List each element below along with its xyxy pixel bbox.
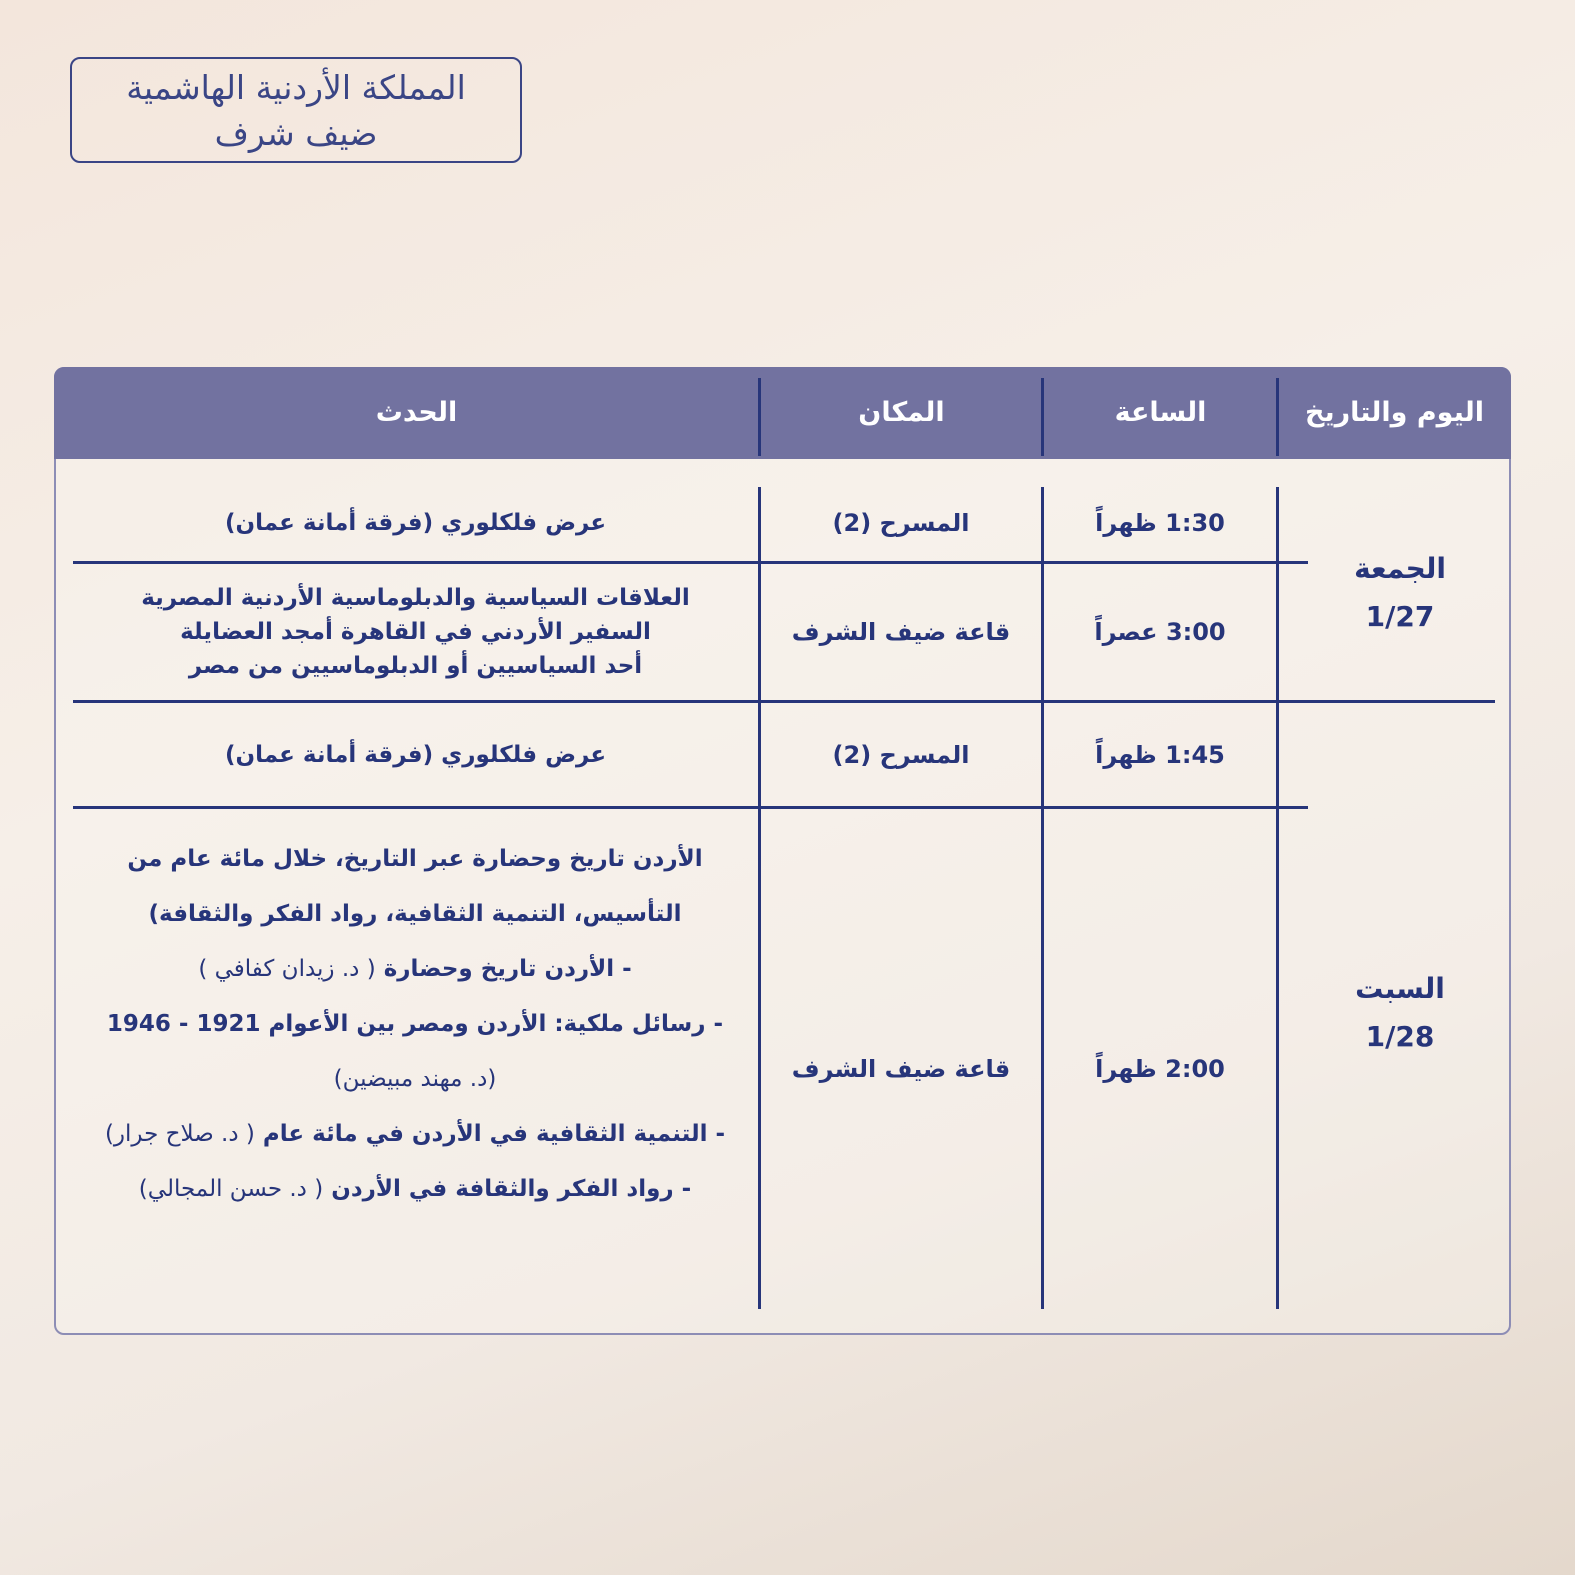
talk-title: - الأردن تاريخ وحضارة [383,956,632,982]
talk [105,1107,725,1162]
header-divider [1041,378,1044,456]
talk [139,1162,691,1217]
country-name: المملكة الأردنية الهاشمية [126,68,466,107]
guest-of-honor-label: ضيف شرف [214,114,378,153]
place-cell: المسرح (2) [832,740,970,769]
talk-speaker: ( د. حسن المجالي) [138,1176,324,1202]
time-cell: 1:45 ظهراً [1095,740,1225,769]
event-line: السفير الأردني في القاهرة أمجد العضايلة [180,619,651,645]
header-day: اليوم والتاريخ [1304,397,1484,428]
header-divider [758,378,761,456]
talk-speaker: (د. مهند مبيضين) [333,1066,497,1092]
talk-title: - رواد الفكر والثقافة في الأردن [331,1176,692,1202]
event-line: عرض فلكلوري (فرقة أمانة عمان) [224,741,607,768]
day-name: السبت [1355,972,1445,1005]
day-name: الجمعة [1354,552,1446,585]
place-cell: المسرح (2) [832,509,970,537]
header-time: الساعة [1114,397,1207,428]
event-cell [60,832,770,1217]
column-divider [1276,487,1279,1309]
place-cell: قاعة ضيف الشرف [791,1055,1011,1083]
event-line: الأردن تاريخ وحضارة عبر التاريخ، خلال مائة عام من [127,846,703,872]
day-cell-friday [1280,487,1520,699]
talk [198,942,631,997]
time-cell: 1:30 ظهراً [1095,509,1225,537]
title-box [70,57,522,163]
header-place: المكان [858,397,945,428]
header-divider [1276,378,1279,456]
day-date: 1/27 [1365,600,1435,633]
time-cell: 2:00 ظهراً [1095,1055,1225,1083]
place-cell: قاعة ضيف الشرف [791,618,1011,646]
day-date: 1/28 [1365,1020,1435,1053]
event-cell [73,485,758,561]
event-cell [73,703,758,806]
talk-title: - التنمية الثقافية في الأردن في مائة عام [262,1121,726,1147]
event-line: التأسيس، التنمية الثقافية، رواد الفكر والثقافة) [148,901,682,927]
day-cell-saturday [1280,703,1520,1323]
header-event: الحدث [375,397,458,428]
talk-speaker: ( د. صلاح جرار) [104,1121,255,1147]
talk-title: - رسائل ملكية: الأردن ومصر بين الأعوام 1921 - 1946 [106,1011,724,1037]
event-line: عرض فلكلوري (فرقة أمانة عمان) [224,510,607,536]
event-line: العلاقات السياسية والدبلوماسية الأردنية المصرية [141,585,690,611]
time-cell: 3:00 عصراً [1094,618,1226,646]
event-cell [73,564,758,700]
talk-speaker: ( د. زيدان كفافي ) [198,956,376,982]
event-line: أحد السياسيين أو الدبلوماسيين من مصر [188,653,643,679]
